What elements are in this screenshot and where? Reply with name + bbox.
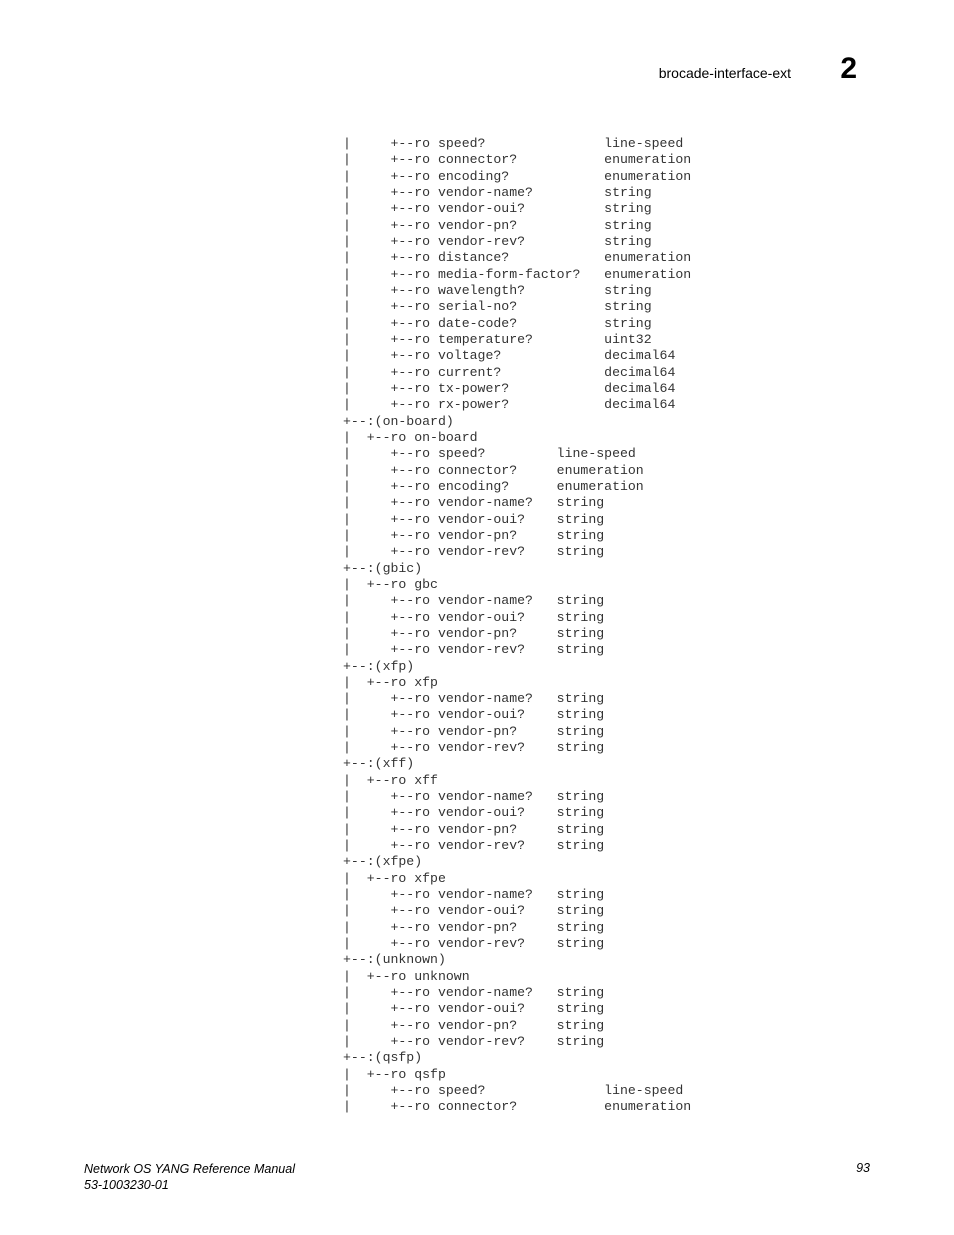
code-line: | +--ro vendor-pn? string (343, 821, 605, 837)
code-line: | +--ro xff (343, 772, 438, 788)
code-line: | +--ro vendor-name? string (343, 184, 652, 200)
code-line: | +--ro vendor-oui? string (343, 201, 652, 217)
code-line: | +--ro vendor-oui? string (343, 707, 605, 723)
code-line: | +--ro connector? enumeration (343, 152, 692, 168)
code-line: | +--ro connector? enumeration (343, 462, 644, 478)
code-line: | +--ro vendor-pn? string (343, 1017, 605, 1033)
code-line: +--:(xfp) (343, 658, 415, 674)
code-line: | +--ro vendor-rev? string (343, 642, 605, 658)
manual-title: Network OS YANG Reference Manual (84, 1162, 295, 1176)
code-line: | +--ro vendor-pn? string (343, 723, 605, 739)
code-line: | +--ro unknown (343, 968, 470, 984)
code-line: | +--ro vendor-name? string (343, 593, 605, 609)
code-line: | +--ro temperature? uint32 (343, 331, 652, 347)
code-line: | +--ro xfp (343, 674, 438, 690)
section-title: brocade-interface-ext (658, 65, 791, 81)
document-number: 53-1003230-01 (84, 1178, 169, 1192)
code-line: | +--ro vendor-pn? string (343, 625, 605, 641)
code-line: | +--ro vendor-rev? string (343, 544, 605, 560)
code-line: | +--ro vendor-oui? string (343, 1001, 605, 1017)
code-line: | +--ro vendor-name? string (343, 887, 605, 903)
code-line: | +--ro vendor-rev? string (343, 936, 605, 952)
code-line: +--:(qsfp) (343, 1050, 423, 1066)
page-number: 93 (856, 1161, 870, 1175)
code-line: | +--ro vendor-rev? string (343, 233, 652, 249)
code-line: | +--ro vendor-oui? string (343, 609, 605, 625)
code-line: | +--ro speed? line-speed (343, 136, 684, 151)
code-line: | +--ro gbc (343, 576, 438, 592)
code-line: | +--ro vendor-pn? string (343, 217, 652, 233)
code-line: +--:(xfpe) (343, 854, 423, 870)
code-line: | +--ro speed? line-speed (343, 446, 636, 462)
code-line: | +--ro current? decimal64 (343, 364, 676, 380)
code-line: | +--ro vendor-oui? string (343, 511, 605, 527)
code-line: +--:(unknown) (343, 952, 446, 968)
code-line: +--:(on-board) (343, 413, 454, 429)
code-line: | +--ro vendor-name? string (343, 691, 605, 707)
code-line: | +--ro vendor-rev? string (343, 838, 605, 854)
code-line: | +--ro on-board (343, 429, 478, 445)
code-line: +--:(xff) (343, 756, 415, 772)
code-line: | +--ro speed? line-speed (343, 1083, 684, 1099)
code-line: | +--ro vendor-oui? string (343, 805, 605, 821)
code-line: | +--ro vendor-rev? string (343, 740, 605, 756)
code-line: | +--ro encoding? enumeration (343, 168, 692, 184)
code-line: | +--ro tx-power? decimal64 (343, 380, 676, 396)
code-line: | +--ro vendor-name? string (343, 495, 605, 511)
code-line: | +--ro encoding? enumeration (343, 478, 644, 494)
code-line: | +--ro qsfp (343, 1066, 446, 1082)
code-line: | +--ro vendor-pn? string (343, 527, 605, 543)
code-line: | +--ro voltage? decimal64 (343, 348, 676, 364)
code-line: | +--ro serial-no? string (343, 299, 652, 315)
code-line: | +--ro connector? enumeration (343, 1099, 692, 1115)
code-line: | +--ro xfpe (343, 870, 446, 886)
code-line: | +--ro vendor-name? string (343, 985, 605, 1001)
code-line: | +--ro wavelength? string (343, 282, 652, 298)
chapter-number: 2 (840, 52, 857, 85)
code-line: | +--ro media-form-factor? enumeration (343, 266, 692, 282)
code-line: +--:(gbic) (343, 560, 423, 576)
code-line: | +--ro vendor-pn? string (343, 919, 605, 935)
code-line: | +--ro vendor-name? string (343, 789, 605, 805)
code-line: | +--ro rx-power? decimal64 (343, 397, 676, 413)
code-line: | +--ro vendor-rev? string (343, 1034, 605, 1050)
code-line: | +--ro date-code? string (343, 315, 652, 331)
yang-tree-code-block (343, 136, 691, 1116)
code-line: | +--ro vendor-oui? string (343, 903, 605, 919)
code-line: | +--ro distance? enumeration (343, 250, 692, 266)
page-footer (84, 1161, 295, 1193)
